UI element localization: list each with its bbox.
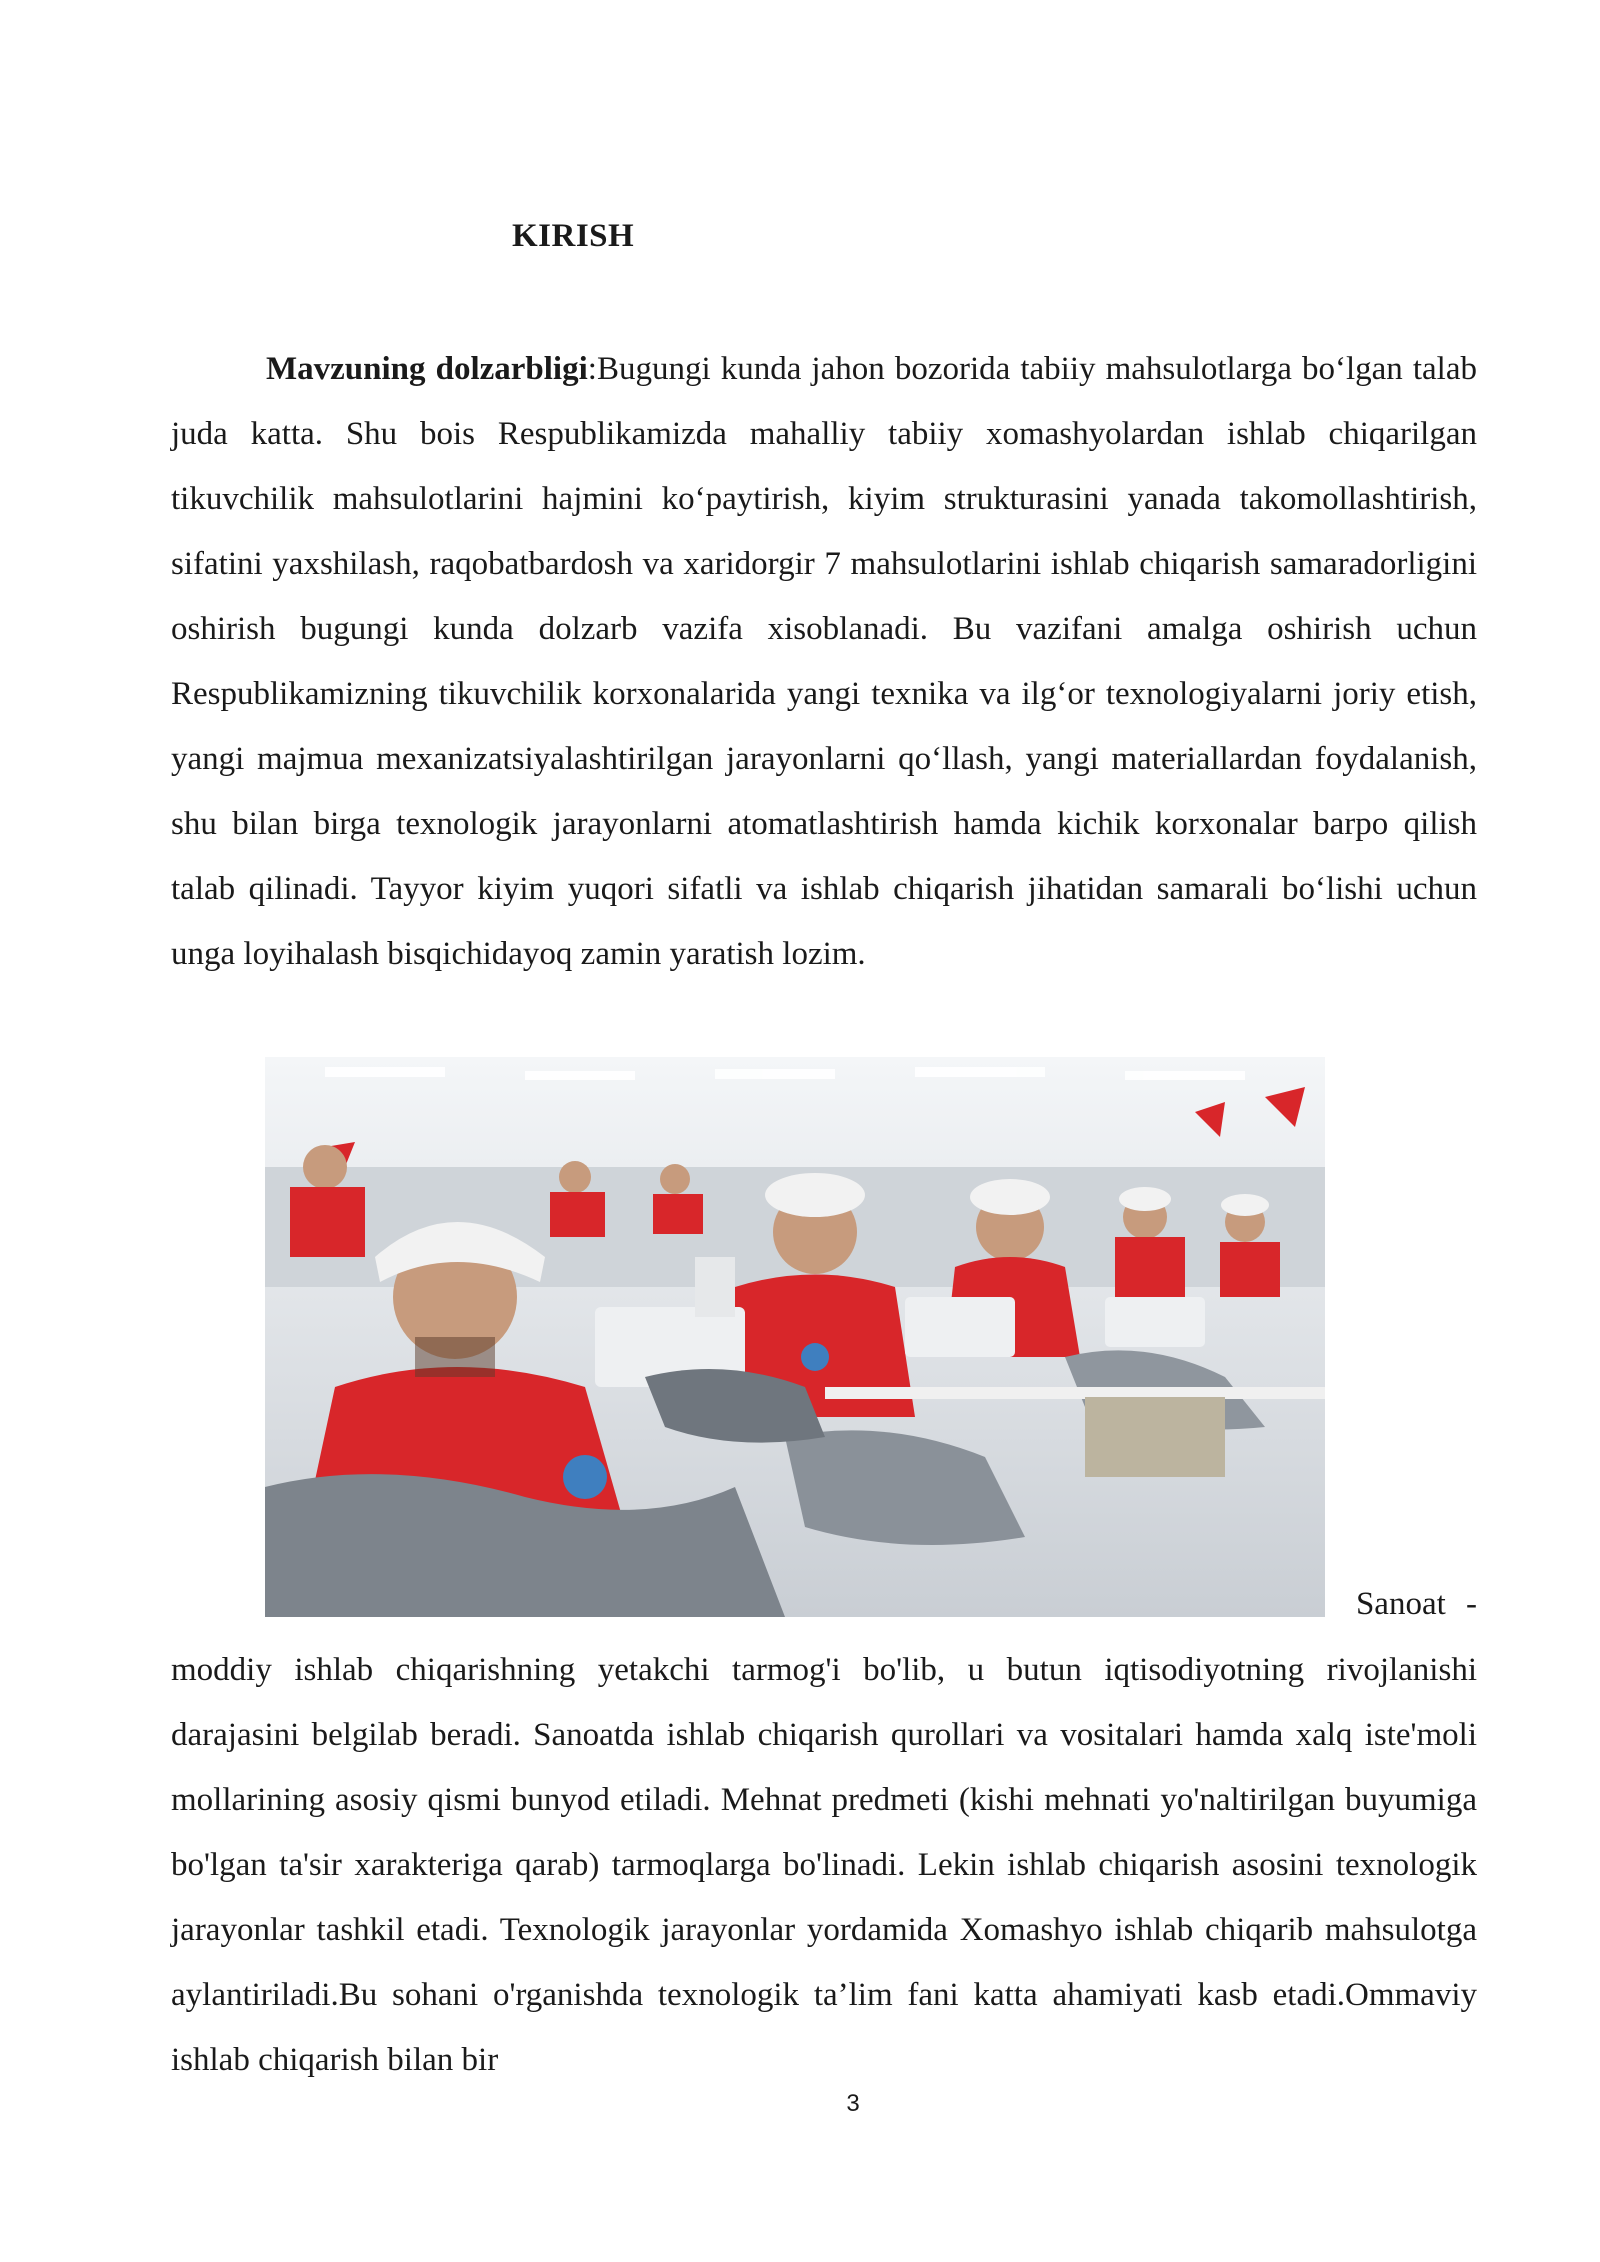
page-number: 3 [846, 2090, 860, 2117]
wooden-box [1085, 1397, 1225, 1477]
photo-illustration [265, 1057, 1325, 1617]
intro-label: Mavzuning dolzarbligi [266, 351, 588, 387]
sewing-factory-photo [265, 1057, 1325, 1617]
paragraph-lead-words: Sanoat - [1355, 1586, 1477, 1622]
intro-text: :Bugungi kunda jahon bozorida tabiiy mahsulotlarga bo‘lgan talab juda katta. Shu bois Respublikamizda mahalliy tabiiy xomashyolardan ishlab chiqarilgan tikuvchilik mahsulotlarini hajmini ko‘paytirish, kiyim strukturasini yanada takomollashtirish, sifatini yaxshilash, raqobatbardosh va xaridorgir 7 mahsulotlarini ishlab chiqarish samaradorligini oshirish bugungi kunda dolzarb vazifa xisoblanadi. Bu vazifani amalga oshirish uchun Respublikamizning tikuvchilik korxonalarida yangi texnika va ilg‘or texnologiyalarni joriy etish, yangi majmua mexanizatsiyalashtirilgan jarayonlarni qo‘llash, yangi materiallardan foydalanish, shu bilan birga texnologik jarayonlarni atomatlashtirish hamda kichik korxonalar barpo qilish talab qilinadi. Tayyor kiyim yuqori sifatli va ishlab chiqarish jihatidan samarali bo‘lishi uchun unga loyihalash bisqichidayoq zamin yaratish lozim. [171, 351, 1478, 972]
work-table [825, 1387, 1325, 1399]
industry-paragraph: moddiy ishlab chiqarishning yetakchi tarmog'i bo'lib, u butun iqtisodiyotning rivojlanishi darajasini belgilab beradi. Sanoatda ishlab chiqarish qurollari va vositalari hamda xalq iste'moli mollarining asosiy qismi bunyod etiladi. Mehnat predmeti (kishi mehnati yo'naltirilgan buyumiga bo'lgan ta'sir xarakteriga qarab) tarmoqlarga bo'linadi. Lekin ishlab chiqarish asosini texnologik jarayonlar tashkil etadi. Texnologik jarayonlar yordamida Xomashyo ishlab chiqarib mahsulotga aylantiriladi.Bu sohani o'rganishda texnologik ta’lim fani katta ahamiyati kasb etadi.Ommaviy ishlab chiqarish bilan bir [171, 1652, 1477, 2078]
section-heading: KIRISH [512, 218, 635, 254]
intro-paragraph [171, 337, 1477, 987]
